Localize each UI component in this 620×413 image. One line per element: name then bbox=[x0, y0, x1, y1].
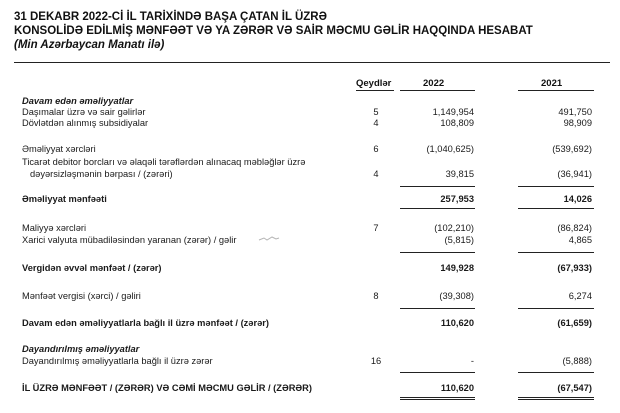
row-value-2021: (61,659) bbox=[557, 318, 592, 328]
row-note: 5 bbox=[373, 107, 379, 117]
column-header-2021-underline bbox=[518, 90, 594, 91]
row-label: Əməliyyat mənfəəti bbox=[22, 194, 107, 204]
total-double-underline-2021 bbox=[518, 397, 594, 400]
row-label: Davam edən əməliyyatlar bbox=[22, 96, 134, 106]
row-value-2021: 6,274 bbox=[568, 291, 592, 301]
grand-total-comprehensive-income bbox=[0, 382, 620, 394]
row-value-2022: 108,809 bbox=[440, 118, 474, 128]
subtotal-underline-2022 bbox=[400, 208, 475, 209]
row-label: Əməliyyat xərcləri bbox=[22, 144, 96, 154]
total-double-underline-2022 bbox=[400, 397, 475, 400]
subtotal-rule-2022 bbox=[400, 186, 475, 187]
table-row bbox=[0, 355, 620, 367]
row-value-2022: (1,040,625) bbox=[426, 144, 474, 154]
row-label: İL ÜZRƏ MƏNFƏƏT / (ZƏRƏR) VƏ CƏMİ MƏCMU GƏLİR / (ZƏRƏR) bbox=[22, 383, 312, 393]
row-value-2021: (86,824) bbox=[557, 223, 592, 233]
row-value-2021: 98,909 bbox=[563, 118, 592, 128]
row-label: Mənfəət vergisi (xərci) / gəliri bbox=[22, 291, 141, 301]
row-value-2021: (539,692) bbox=[552, 144, 592, 154]
row-note: 4 bbox=[373, 118, 379, 128]
subtotal-rule-2021 bbox=[518, 186, 594, 187]
row-value-2021: 14,026 bbox=[563, 194, 592, 204]
table-row bbox=[0, 290, 620, 302]
row-value-2022: 257,953 bbox=[440, 194, 474, 204]
section-discontinued-operations bbox=[0, 343, 620, 355]
row-label: Xarici valyuta mübadiləsindən yaranan (zərər) / gəlir bbox=[22, 235, 237, 245]
row-label: dəyərsizləşmənin bərpası / (zərəri) bbox=[30, 169, 173, 179]
row-label: Maliyyə xərcləri bbox=[22, 223, 87, 233]
column-header-notes: Qeydlər bbox=[356, 78, 392, 89]
row-value-2022: 1,149,954 bbox=[432, 107, 474, 117]
row-label: Daşımalar üzrə və sair gəlirlər bbox=[22, 107, 146, 117]
row-value-2022: 39,815 bbox=[445, 169, 474, 179]
pen-mark-scribble bbox=[258, 236, 280, 242]
column-header-2021: 2021 bbox=[541, 78, 563, 89]
table-row bbox=[0, 156, 620, 168]
row-value-2021: (36,941) bbox=[557, 169, 592, 179]
row-value-2021: (5,888) bbox=[562, 356, 592, 366]
row-value-2022: 110,620 bbox=[440, 383, 474, 393]
row-value-2021: 4,865 bbox=[568, 235, 592, 245]
column-header-2022-underline bbox=[400, 90, 475, 91]
subtotal-rule-2021 bbox=[518, 252, 594, 253]
row-value-2022: 110,620 bbox=[440, 318, 474, 328]
row-value-2021: 491,750 bbox=[558, 107, 592, 117]
row-value-2022: (39,308) bbox=[439, 291, 474, 301]
total-rule-2021 bbox=[518, 372, 594, 373]
table-row bbox=[0, 234, 620, 246]
row-label: Davam edən əməliyyatlarla bağlı il üzrə mənfəət / (zərər) bbox=[22, 318, 269, 328]
row-note: 7 bbox=[373, 223, 379, 233]
header-divider bbox=[14, 62, 610, 63]
report-title-date: 31 DEKABR 2022-Cİ İL TARİXİNDƏ BAŞA ÇATAN İL ÜZRƏ bbox=[14, 11, 327, 23]
subtotal-rule-2021 bbox=[518, 308, 594, 309]
total-rule-2022 bbox=[400, 372, 475, 373]
column-header-notes-underline bbox=[356, 90, 394, 91]
row-value-2021: (67,547) bbox=[557, 383, 592, 393]
row-label: Ticarət debitor borcları və əlaqəli tərəflərdən alınacaq məbləğlər üzrə bbox=[22, 157, 306, 167]
row-label: Dayandırılmış əməliyyatlar bbox=[22, 344, 140, 354]
subtotal-rule-2022 bbox=[400, 308, 475, 309]
table-row bbox=[0, 222, 620, 234]
column-header-2022: 2022 bbox=[423, 78, 445, 89]
subtotal-operating-profit bbox=[0, 193, 620, 205]
table-row bbox=[0, 168, 620, 180]
row-label: Dövlətdən alınmış subsidiyalar bbox=[22, 118, 149, 128]
table-row bbox=[0, 143, 620, 155]
subtotal-underline-2021 bbox=[518, 208, 594, 209]
row-value-2022: - bbox=[470, 356, 474, 366]
row-note: 8 bbox=[373, 291, 379, 301]
row-note: 4 bbox=[373, 169, 379, 179]
row-note: 6 bbox=[373, 144, 379, 154]
row-value-2022: 149,928 bbox=[440, 263, 474, 273]
table-row bbox=[0, 117, 620, 129]
report-currency-note: (Min Azərbaycan Manatı ilə) bbox=[14, 39, 165, 51]
row-value-2022: (5,815) bbox=[444, 235, 474, 245]
subtotal-continuing-profit bbox=[0, 317, 620, 329]
report-title: KONSOLİDƏ EDİLMİŞ MƏNFƏƏT VƏ YA ZƏRƏR VƏ SAİR MƏCMU GƏLİR HAQQINDA HESABAT bbox=[14, 25, 533, 37]
row-value-2021: (67,933) bbox=[557, 263, 592, 273]
row-label: Vergidən əvvəl mənfəət / (zərər) bbox=[22, 263, 162, 273]
row-note: 16 bbox=[370, 356, 382, 366]
row-value-2022: (102,210) bbox=[434, 223, 474, 233]
report-header bbox=[14, 10, 610, 52]
row-label: Dayandırılmış əməliyyatlarla bağlı il üzrə zərər bbox=[22, 356, 213, 366]
subtotal-profit-before-tax bbox=[0, 262, 620, 274]
subtotal-rule-2022 bbox=[400, 252, 475, 253]
